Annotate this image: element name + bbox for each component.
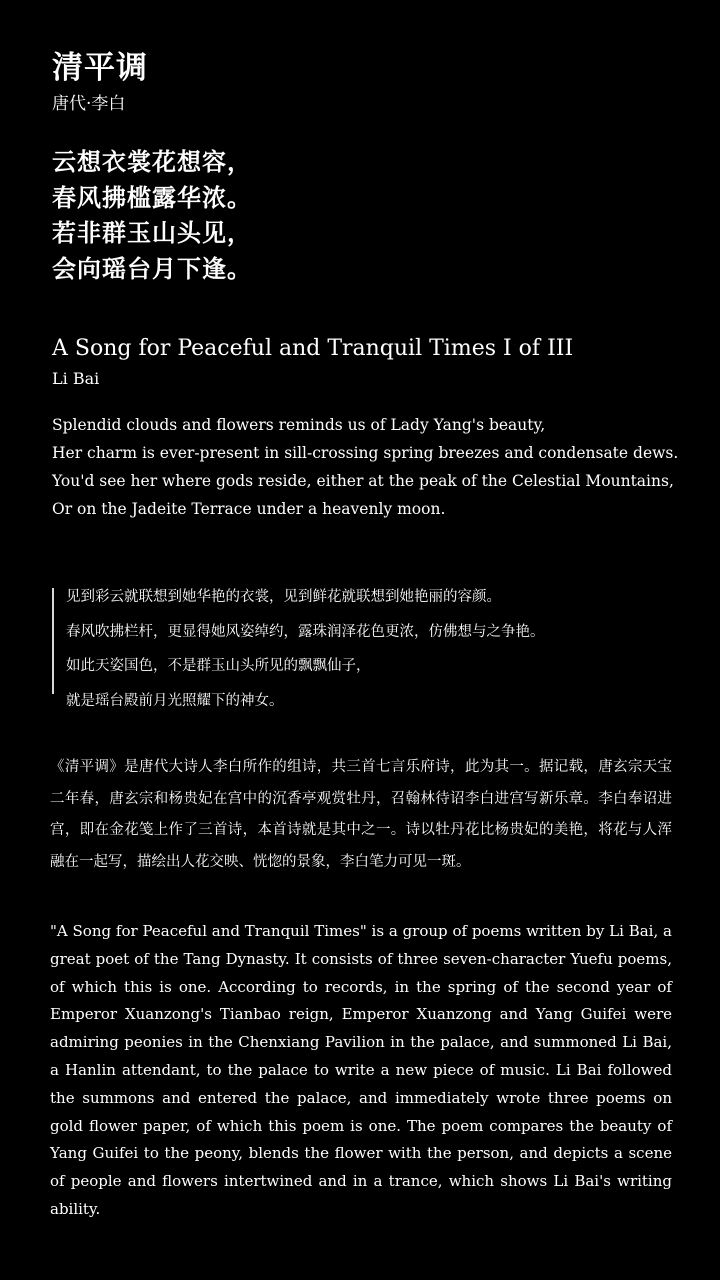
background-zh: 《清平调》是唐代大诗人李白所作的组诗，共三首七言乐府诗，此为其一。据记载，唐玄宗天宝二年春，唐玄宗和杨贵妃在宫中的沉香亭观赏牡丹，召翰林待诏李白进宫写新乐章。李白奉诏进宫，即在金花笺上作了三首诗，本首诗就是其中之一。诗以牡丹花比杨贵妃的美艳，将花与人浑融在一起写，描绘出人花交映、恍惚的景象，李白笔力可见一斑。 xyxy=(50,759,672,870)
translation-line: Or on the Jadeite Terrace under a heavenly moon. xyxy=(52,500,446,518)
poem-line: 若非群玉山头见， xyxy=(52,218,252,247)
translation-line: You'd see her where gods reside, either at the peak of the Celestial Mountains, xyxy=(52,472,674,490)
poem-line: 春风拂槛露华浓。 xyxy=(52,182,252,212)
poem-line: 会向瑶台月下逢。 xyxy=(52,253,252,283)
explanation-quote xyxy=(52,580,672,709)
background-en: "A Song for Peaceful and Tranquil Times" is a group of poems written by Li Bai, a great poet of the Tang Dynasty. It consists of three seven-character Yuefu poems, of which this is one. According to records, in the spring of the second year of Emperor Xuanzong's Tianbao reign, Emperor Xuanzong and Yang Guifei were admiring peonies in the Chenxiang Pavilion in the palace, and summoned Li Bai, a Hanlin attendant, to the palace to write a new piece of music. Li Bai followed the summons and entered the palace, and immediately wrote three poems on gold flower paper, of which this poem is one. The poem compares the beauty of Yang Guifei to the peony, blends the flower with the person, and depicts a scene of people and flowers intertwined and in a trance, which shows Li Bai's writing ability. xyxy=(50,922,672,1218)
explanation-text xyxy=(66,580,545,718)
explanation-line: 春风吹拂栏杆，更显得她风姿绰约，露珠润泽花色更浓，仿佛想与之争艳。 xyxy=(66,623,545,640)
poem-author: 唐代·李白 xyxy=(52,94,126,114)
explanation-line: 如此天姿国色，不是群玉山头所见的飘飘仙子， xyxy=(66,658,371,674)
explanation-line: 就是瑶台殿前月光照耀下的神女。 xyxy=(66,692,284,709)
poem-text-zh xyxy=(52,144,252,286)
poem-text-en xyxy=(52,411,678,523)
explanation-line: 见到彩云就联想到她华艳的衣裳，见到鲜花就联想到她艳丽的容颜。 xyxy=(66,589,501,605)
translation-line: Her charm is ever-present in sill-crossing spring breezes and condensate dews. xyxy=(52,444,679,462)
quote-bar xyxy=(52,588,54,694)
poem-line: 云想衣裳花想容， xyxy=(52,147,252,176)
poem-title: 清平调 xyxy=(52,50,148,86)
translation-author: Li Bai xyxy=(52,369,100,388)
translation-line: Splendid clouds and flowers reminds us of Lady Yang's beauty, xyxy=(52,416,546,434)
translation-title: A Song for Peaceful and Tranquil Times I of III xyxy=(52,336,574,361)
